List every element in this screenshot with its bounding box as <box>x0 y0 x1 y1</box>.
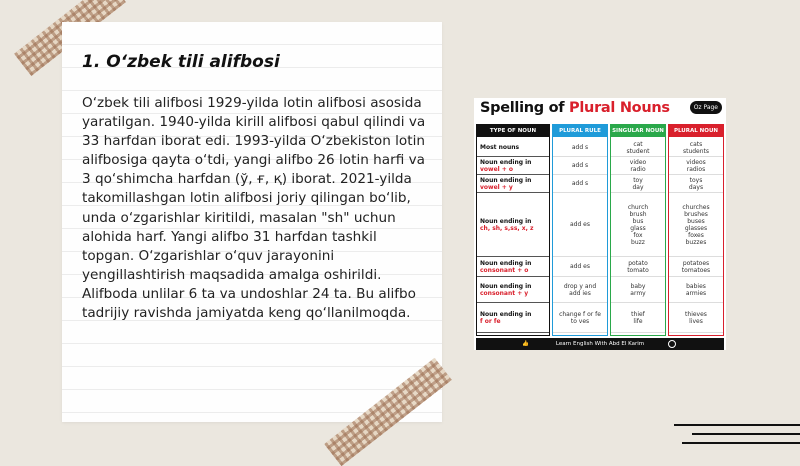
infographic-footer <box>476 338 724 350</box>
table-cell: Noun ending in ch, sh, s,ss, x, z <box>477 193 549 257</box>
table-cell: add s <box>553 157 607 175</box>
column-header: PLURAL RULE <box>553 125 607 137</box>
table-cell: toy day <box>611 175 665 193</box>
table-cell: videos radios <box>669 157 723 175</box>
table-cell: thief life <box>611 303 665 333</box>
plural-noun-column <box>668 124 724 336</box>
type-of-noun-column <box>476 124 550 336</box>
table-cell: video radio <box>611 157 665 175</box>
like-icon: 👍 <box>522 341 529 347</box>
column-header: SINGULAR NOUN <box>611 125 665 137</box>
table-cell: cat student <box>611 139 665 157</box>
table-cell: toys days <box>669 175 723 193</box>
table-cell: add s <box>553 139 607 157</box>
table-cell: baby army <box>611 277 665 303</box>
column-header: TYPE OF NOUN <box>477 125 549 137</box>
table-cell: thieves lives <box>669 303 723 333</box>
table-cell: church brush bus glass fox buzz <box>611 193 665 257</box>
footer-text: Learn English With Abd El Karim <box>555 341 645 347</box>
table-cell: Noun ending in vowel + o <box>477 157 549 175</box>
section-heading: 1. O‘zbek tili alifbosi <box>82 52 280 72</box>
table-cell: add es <box>553 193 607 257</box>
body-paragraph: O‘zbek tili alifbosi 1929-yilda lotin alifbosi asosida yaratilgan. 1940-yilda kirill alifbosi qabul qilindi va 33 harfdan iborat edi. 1993-yilda O‘zbekiston lotin alifbosiga qayta o‘tdi, yangi alifbo 26 lotin harfi va 3 qo‘shimcha harfdan (ў, ғ, қ) iborat. 2021-yilda takomillashgan lotin alifbosi joriy qilingan bo‘lib, unda o‘zgarishlar kiritildi, masalan "sh" uchun alohida harf. Yangi alifbo 31 harfdan tashkil topgan. O‘zgarishlar o‘quv jarayonini yengillashtirish maqsadida amalga oshirildi. Alifboda unlilar 6 ta va undoshlar 24 ta. Bu alifbo tadrijiy ravishda jamiyatda keng qo‘llanilmoqda. <box>82 95 426 322</box>
table-cell: potatoes tomatoes <box>669 257 723 277</box>
infographic-badge: Oz Page <box>690 101 722 114</box>
table-cell: change f or fe to ves <box>553 303 607 333</box>
table-cell: add s <box>553 175 607 193</box>
table-cell: cats students <box>669 139 723 157</box>
table-cell: add es <box>553 257 607 277</box>
table-cell: potato tomato <box>611 257 665 277</box>
table-cell: churches brushes buses glasses foxes buzzes <box>669 193 723 257</box>
singular-noun-column <box>610 124 666 336</box>
table-cell: drop y and add ies <box>553 277 607 303</box>
plural-rule-column <box>552 124 608 336</box>
table-cell: Noun ending in vowel + y <box>477 175 549 193</box>
infographic-title: Spelling of Plural Nouns <box>480 100 670 116</box>
table-cell: Noun ending in f or fe <box>477 303 549 333</box>
table-cell: Noun ending in consonant + o <box>477 257 549 277</box>
plural-nouns-infographic <box>474 98 726 350</box>
infographic-table <box>476 124 724 336</box>
table-cell: Most nouns <box>477 139 549 157</box>
table-cell: Noun ending in consonant + y <box>477 277 549 303</box>
table-cell: babies armies <box>669 277 723 303</box>
circle-icon <box>668 340 676 348</box>
column-header: PLURAL NOUN <box>669 125 723 137</box>
decorative-lines <box>670 410 800 450</box>
